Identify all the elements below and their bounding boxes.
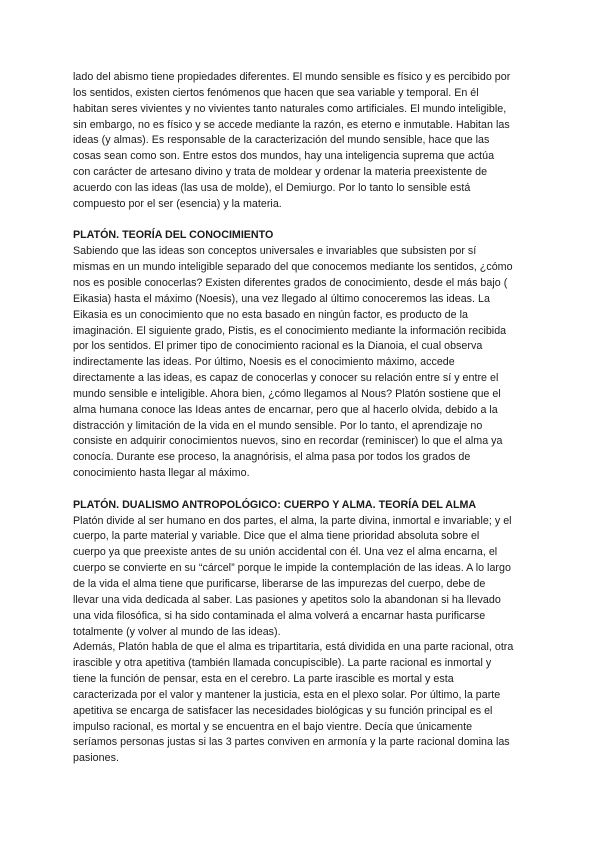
section-heading-anthropological-dualism: PLATÓN. DUALISMO ANTROPOLÓGICO: CUERPO Y ALMA. TEORÍA DEL ALMA [73,498,477,511]
theory-of-knowledge-paragraph: Sabiendo que las ideas son conceptos universales e invariables que subsisten por sí mismas en un mundo inteligible separado del que conocemos mediante los sentidos, ¿cómo nos es posible conocerlas? Existen diferentes grados de conocimiento, desde el más bajo ( Eikasia) hasta el máximo (Noesis), una vez llegado al último conoceremos las ideas. La Eikasia es un conocimiento que no esta basado en ningún factor, es producto de la imaginación. El siguiente grado, Pistis, es el conocimiento mediante la información recibida por los sentidos. El primer tipo de conocimiento racional es la Dianoia, el cual observa indirectamente las ideas. Por último, Noesis es el conocimiento máximo, accede directamente a las ideas, es capaz de conocerlas y conocer su relación entre sí y entre el mundo sensible e inteligible. Ahora bien, ¿cómo llegamos al Nous? Platón sostiene que el alma humana conoce las Ideas antes de encarnar, pero que al hacerlo olvida, debido a la distracción y limitación de la vida en el mundo sensible. Por lo tanto, el aprendizaje no consiste en adquirir conocimientos nuevos, sino en recordar (reminiscer) lo que el alma ya conocía. Durante ese proceso, la anagnórisis, el alma pasa por todos los grados de conocimiento hasta llegar al máximo. [73,245,513,480]
dualism-paragraph-1: Platón divide al ser humano en dos partes, el alma, la parte divina, inmortal e invariable; y el cuerpo, la parte material y variable. Dice que el alma tiene prioridad absoluta sobre el cuerpo ya que preexiste antes de su unión accidental con él. Una vez el alma encarna, el cuerpo se convierte en su “cárcel” porque le impide la contemplación de las ideas. A lo largo de la vida el alma tiene que purificarse, liberarse de las impurezas del cuerpo, debe de llevar una vida dedicada al saber. Las pasiones y apetitos solo la abandonan si ha llevado una vida filosófica, si ha sido contaminada el alma volverá a encarnar hasta purificarse totalmente (y volver al mundo de las ideas). [73,514,512,638]
spacer [73,482,533,498]
document-page [73,70,533,767]
spacer [73,213,533,229]
section-heading-theory-of-knowledge: PLATÓN. TEORÍA DEL CONOCIMIENTO [73,229,274,242]
dualism-paragraph-2: Además, Platón habla de que el alma es tripartitaria, está dividida en una parte racional, otra irascible y otra apetitiva (también llamada concupiscible). La parte racional es inmortal y tiene la función de pensar, esta en el cerebro. La parte irascible es mortal y esta caracterizada por el valor y mantener la justicia, esta en el plexo solar. Por último, la parte apetitiva se encarga de satisfacer las necesidades biológicas y su función principal es el impulso racional, es mortal y se encuentra en el bajo vientre. Decía que únicamente seríamos personas justas si las 3 partes conviven en armonía y la parte racional domina las pasiones. [73,641,514,765]
intro-paragraph: lado del abismo tiene propiedades diferentes. El mundo sensible es físico y es percibido por los sentidos, existen ciertos fenómenos que hacen que sea variable y temporal. En él habitan seres vivientes y no vivientes tanto naturales como artificiales. El mundo inteligible, sin embargo, no es físico y se accede mediante la razón, es eterno e inmutable. Habitan las ideas (y almas). Es responsable de la caracterización del mundo sensible, hace que las cosas sean como son. Entre estos dos mundos, hay una inteligencia suprema que actúa con carácter de artesano divino y trata de moldear y ordenar la materia preexistente de acuerdo con las ideas (las usa de molde), el Demiurgo. Por lo tanto lo sensible está compuesto por el ser (esencia) y la materia. [73,71,511,210]
